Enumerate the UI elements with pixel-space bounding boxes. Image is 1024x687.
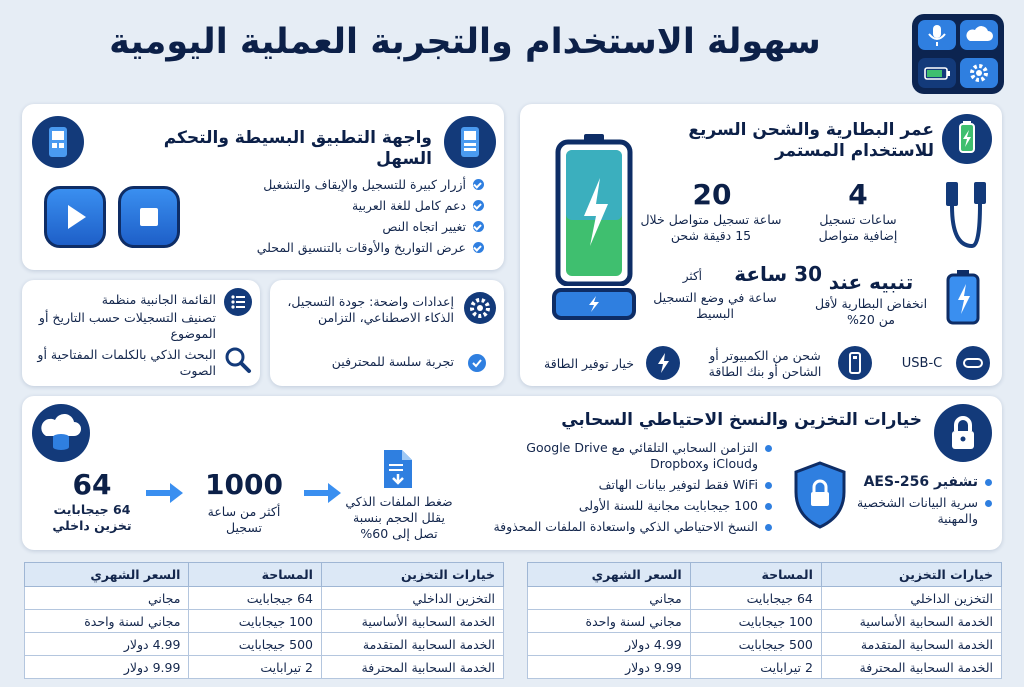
stat-20-value: 20: [692, 178, 732, 211]
table-cell: 100 جيجابايت: [189, 610, 322, 633]
stat-20-text: ساعة تسجيل متواصل خلال 15 دقيقة شحن: [640, 212, 782, 243]
battery-icon: [942, 114, 992, 164]
table-cell: الخدمة السحابية المحترفة: [321, 656, 503, 679]
table-cell: 4.99 دولار: [25, 633, 189, 656]
table-row: [528, 610, 1002, 633]
battery-icon: [918, 58, 956, 88]
flow-1000-text: أكثر من ساعة تسجيل: [207, 504, 281, 535]
usb-c-label: USB-C: [901, 356, 943, 371]
table-cell: الخدمة السحابية المحترفة: [821, 656, 1001, 679]
phone-icon: [444, 116, 496, 168]
interface-feature-list: [194, 174, 484, 258]
charge-text: شحن من الكمبيوتر أو الشاحن أو بنك الطاقة: [708, 348, 822, 379]
microphone-icon: [918, 20, 956, 50]
table-cell: الخدمة السحابية المتقدمة: [321, 633, 503, 656]
interface-heading: واجهة التطبيق البسيطة والتحكم السهل: [163, 128, 432, 169]
stat-4-value: 4: [848, 178, 868, 211]
power-icon[interactable]: [646, 346, 680, 380]
table-cell: مجاني: [528, 587, 691, 610]
table-cell: التخزين الداخلي: [321, 587, 503, 610]
table-row: [25, 610, 504, 633]
table-cell: الخدمة السحابية المتقدمة: [821, 633, 1001, 656]
table-cell: 2 تيرابايت: [690, 656, 821, 679]
arrow-icon: [302, 482, 342, 504]
stat-30-value: 30 ساعة: [734, 262, 822, 286]
table-row: [528, 656, 1002, 679]
stop-button[interactable]: [118, 186, 180, 248]
list-item: التزامن السحابي التلقائي مع Google Drive وiCloud وDropbox: [490, 440, 772, 472]
table-cell: 4.99 دولار: [528, 633, 691, 656]
table-cell: الخدمة السحابية الأساسية: [321, 610, 503, 633]
table-cell: مجاني لسنة واحدة: [528, 610, 691, 633]
cloud-icon: [960, 20, 998, 50]
flow-compress-text: ضغط الملفات الذكي يقلل الحجم بنسبة تصل إلى 60%: [345, 494, 453, 541]
table-cell: 9.99 دولار: [528, 656, 691, 679]
table-header: السعر الشهري: [25, 563, 189, 587]
battery-card: [520, 104, 1002, 386]
file-download-icon: [380, 448, 416, 490]
page-title: سهولة الاستخدام والتجربة العملية اليومية: [109, 22, 821, 62]
list-line-2: تصنيف التسجيلات حسب التاريخ أو الموضوع: [38, 310, 216, 341]
usb-cable-icon: [938, 174, 994, 254]
table-cell: 64 جيجابايت: [690, 587, 821, 610]
usb-c-icon: [956, 346, 990, 380]
cloud-database-icon: [32, 404, 90, 462]
gear-icon[interactable]: [960, 58, 998, 88]
table-header: خيارات التخزين: [821, 563, 1001, 587]
list-icon: [224, 288, 252, 316]
table-row: [528, 633, 1002, 656]
list-item: عرض التواريخ والأوقات بالتنسيق المحلي: [194, 237, 484, 258]
lock-icon: [934, 404, 992, 462]
flow-1000-value: 1000: [205, 468, 283, 501]
battery-alert-icon: [944, 268, 982, 326]
search-icon[interactable]: [222, 344, 254, 376]
table-cell: الخدمة السحابية الأساسية: [821, 610, 1001, 633]
power-saver-text: خيار توفير الطاقة: [544, 356, 634, 371]
storage-table-left: [24, 562, 504, 679]
arrow-icon: [144, 482, 184, 504]
stat-30-prefix: أكثر: [682, 269, 702, 283]
table-cell: 100 جيجابايت: [690, 610, 821, 633]
settings-card: [270, 280, 504, 386]
table-row: [25, 656, 504, 679]
usb-icon: [838, 346, 872, 380]
list-item: WiFi فقط لتوفير بيانات الهاتف: [490, 477, 772, 493]
settings-line-1: إعدادات واضحة: جودة التسجيل، الذكاء الاصطناعي، التزامن: [287, 294, 454, 325]
table-cell: مجاني لسنة واحدة: [25, 610, 189, 633]
shield-lock-icon: [792, 460, 848, 530]
table-header: خيارات التخزين: [321, 563, 503, 587]
play-icon: [47, 189, 103, 245]
list-item: تشفير AES-256: [852, 474, 992, 490]
stat-30-text: ساعة في وضع التسجيل البسيط: [653, 290, 777, 321]
settings-line-2: تجربة سلسة للمحترفين: [331, 354, 454, 369]
table-row: [25, 633, 504, 656]
list-item: 100 جيجابايت مجانية للسنة الأولى: [490, 498, 772, 514]
large-battery-icon: [554, 134, 634, 286]
phone-icon: [32, 116, 84, 168]
table-header: السعر الشهري: [528, 563, 691, 587]
list-item: تغيير اتجاه النص: [194, 216, 484, 237]
table-cell: 500 جيجابايت: [690, 633, 821, 656]
list-item: النسخ الاحتياطي الذكي واستعادة الملفات المحذوفة: [490, 519, 772, 535]
list-item: أزرار كبيرة للتسجيل والإيقاف والتشغيل: [194, 174, 484, 195]
table-cell: التخزين الداخلي: [821, 587, 1001, 610]
check-icon: [468, 354, 486, 372]
table-cell: 64 جيجابايت: [189, 587, 322, 610]
list-item: سرية البيانات الشخصية والمهنية: [852, 495, 992, 527]
stop-icon: [121, 189, 177, 245]
battery-heading: عمر البطارية والشحن السريع للاستخدام المستمر: [688, 120, 934, 161]
flow-64-value: 64: [72, 468, 112, 501]
list-line-1: القائمة الجانبية منظمة: [101, 292, 216, 307]
cloud-card: [22, 396, 1002, 550]
storage-table-right: [527, 562, 1002, 679]
app-icon: [912, 14, 1004, 94]
table-cell: 9.99 دولار: [25, 656, 189, 679]
table-cell: 500 جيجابايت: [189, 633, 322, 656]
security-list: [852, 474, 992, 532]
play-button[interactable]: [44, 186, 106, 248]
table-cell: 2 تيرابايت: [189, 656, 322, 679]
table-row: [25, 587, 504, 610]
table-row: [528, 587, 1002, 610]
stat-4-text: ساعات تسجيل إضافية متواصل: [818, 212, 898, 243]
interface-card: [22, 104, 504, 270]
table-cell: مجاني: [25, 587, 189, 610]
cloud-feature-list: [490, 440, 772, 540]
table-header: المساحة: [189, 563, 322, 587]
list-card: [22, 280, 260, 386]
list-line-3: البحث الذكي بالكلمات المفتاحية أو الصوت: [37, 347, 216, 378]
list-item: دعم كامل للغة العربية: [194, 195, 484, 216]
flow-64-text: 64 جيجابايت تخزين داخلي: [52, 502, 132, 533]
battery-saver-bar: [552, 288, 636, 320]
cloud-heading: خيارات التخزين والنسخ الاحتياطي السحابي: [561, 410, 922, 430]
alert-title: تنبيه عند: [828, 270, 914, 294]
table-header: المساحة: [690, 563, 821, 587]
gear-icon[interactable]: [464, 292, 496, 324]
alert-text: انخفاض البطارية لأقل من 20%: [814, 296, 928, 327]
